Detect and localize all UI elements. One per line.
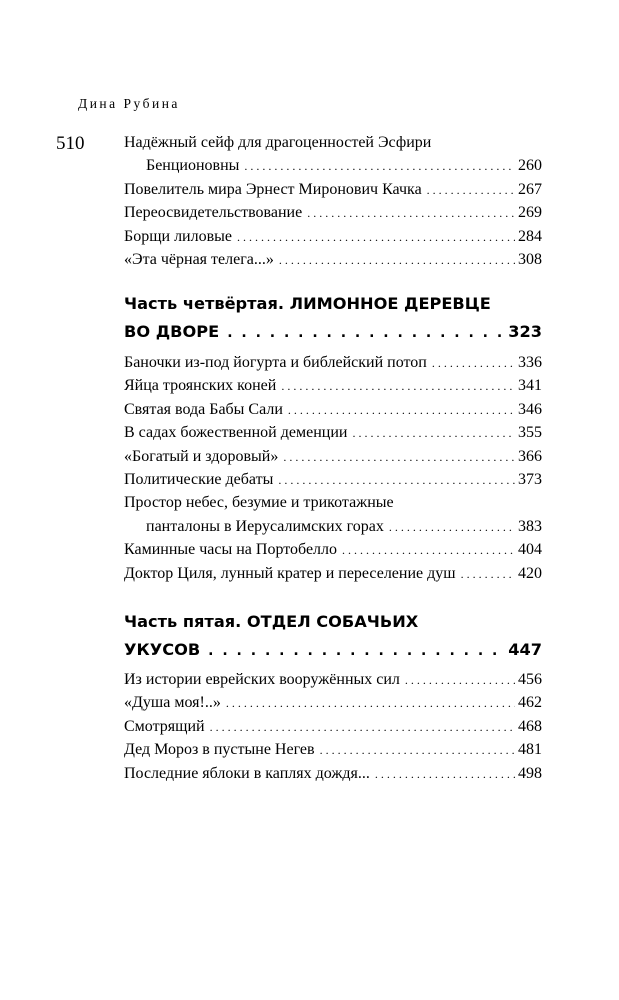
toc-entry-page: 260 [518,157,542,175]
dot-leader [237,231,515,243]
part-four-heading[interactable] [124,290,542,346]
toc-entry-title: Каминные часы на Портобелло [124,541,338,559]
toc-entry[interactable] [124,154,542,177]
toc-entry[interactable] [124,351,542,374]
toc-entry-page: 498 [518,764,542,782]
dot-leader [227,319,502,347]
toc-entry-title: Святая вода Бабы Сали [124,400,283,418]
part-five-title-line-1: Часть пятая. ОТДЕЛ СОБАЧЬИХ [124,612,419,631]
part-four-title-row [124,318,542,346]
dot-leader [283,451,515,463]
toc-entry-title: Последние яблоки в каплях дождя... [124,764,370,782]
toc-entry-page: 366 [518,447,542,465]
toc-entry-title: «Богатый и здоровый» [124,447,279,465]
dot-leader [389,521,515,533]
toc-entry-page: 336 [518,354,542,371]
toc-entry-title: Политические дебаты [124,470,274,488]
part-five-title-line-2: УКУСОВ [124,640,201,659]
toc-entry[interactable] [124,248,542,271]
toc-entry-title: Переосвидетельствование [124,204,303,222]
toc-entry-title: Яйца троянских коней [124,377,277,395]
toc-entry[interactable] [124,225,542,248]
toc-entry-page: 267 [518,180,542,198]
toc-entry[interactable] [124,421,542,444]
toc-entry-title: Борщи лиловые [124,227,233,245]
toc-entry-page: 341 [518,377,542,395]
dot-leader [281,380,515,392]
toc-entry-page: 404 [518,541,542,559]
toc-entry[interactable] [124,445,542,468]
toc-entry[interactable] [124,691,542,714]
dot-leader [427,184,515,196]
toc-group-1 [124,131,542,271]
toc-entry[interactable] [124,468,542,491]
toc-entry-page: 346 [518,400,542,418]
toc-entry[interactable] [124,668,542,691]
toc-entry-title: Дед Мороз в пустыне Негев [124,741,315,759]
toc-entry-page: 420 [518,564,542,582]
dot-leader [352,427,515,439]
dot-leader [307,207,515,219]
toc-entry-title: «Эта чёрная телега...» [124,250,274,268]
toc-entry[interactable] [124,515,542,538]
dot-leader [342,544,515,556]
toc-entry-title: панталоны в Иерусалимских горах [146,517,384,535]
toc-entry-page: 456 [518,671,542,688]
toc-entry[interactable] [124,562,542,585]
part-five-title-row [124,636,542,664]
toc-entry-first-line: Надёжный сейф для драгоценностей Эсфири [124,134,432,151]
dot-leader [208,637,502,665]
toc-entry-title: «Душа моя!..» [124,694,221,712]
dot-leader [288,404,515,416]
toc-entry[interactable] [124,398,542,421]
toc-entry-title: Доктор Циля, лунный кратер и переселение душ [124,564,456,582]
toc-entry[interactable] [124,538,542,561]
dot-leader [226,697,515,709]
dot-leader [405,674,515,686]
toc-entry[interactable] [124,178,542,201]
toc-entry-page: 308 [518,250,542,268]
dot-leader [278,474,515,486]
dot-leader [244,160,515,172]
toc-entry[interactable] [124,715,542,738]
toc-entry-page: 481 [518,741,542,759]
toc-entry-page: 284 [518,227,542,245]
toc-entry-page: 355 [518,424,542,442]
part-four-page: 323 [508,322,542,341]
part-four-title-line-1: Часть четвёртая. ЛИМОННОЕ ДЕРЕВЦЕ [124,294,491,313]
toc-entry-title: Баночки из-под йогурта и библейский потоп [124,354,427,371]
page-number: 510 [56,133,85,154]
toc-group-part-four [124,351,542,585]
dot-leader [210,721,515,733]
toc-entry-first-line: Простор небес, безумие и трикотажные [124,494,394,512]
toc-entry-page: 468 [518,717,542,735]
dot-leader [279,254,515,266]
toc-entry-page: 373 [518,470,542,488]
toc-entry[interactable] [124,738,542,761]
toc-entry-title: В садах божественной деменции [124,424,348,442]
toc-group-part-five [124,668,542,785]
toc-entry-title: Повелитель мира Эрнест Миронович Качка [124,180,422,198]
toc-entry[interactable] [124,201,542,224]
running-head-author: Дина Рубина [78,96,180,111]
toc-entry-page: 462 [518,694,542,712]
toc-entry-title: Бенционовны [146,157,240,175]
toc-entry[interactable] [124,374,542,397]
toc-entry-title: Смотрящий [124,717,205,735]
toc-entry-page: 383 [518,517,542,535]
dot-leader [375,768,515,780]
part-four-title-line-2: ВО ДВОРЕ [124,322,220,341]
toc-entry-page: 269 [518,204,542,222]
toc-entry[interactable] [124,762,542,785]
dot-leader [461,568,515,580]
part-five-page: 447 [508,640,542,659]
dot-leader [432,357,515,369]
dot-leader [320,744,515,756]
part-five-heading[interactable] [124,608,542,664]
toc-entry-title: Из истории еврейских вооружённых сил [124,671,400,688]
